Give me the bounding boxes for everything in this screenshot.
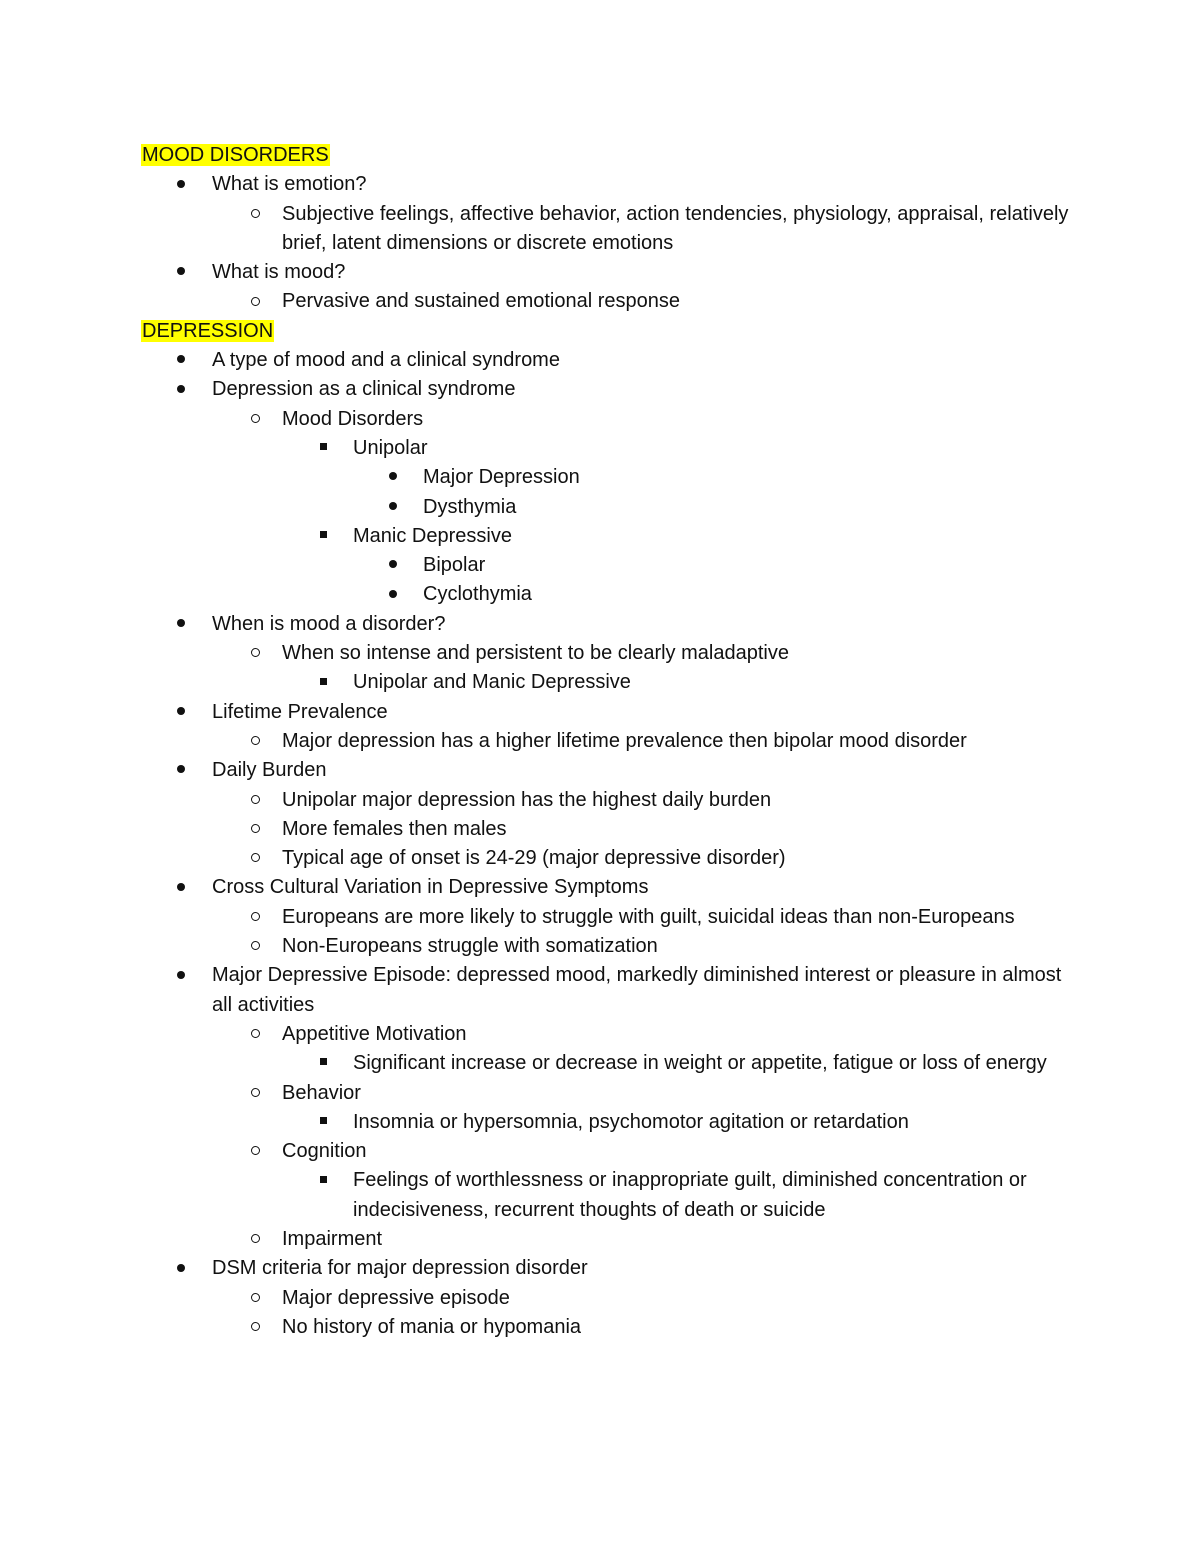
bullet-circle-icon bbox=[245, 815, 265, 844]
list-item bbox=[141, 1225, 1071, 1254]
list-item-text: Mood Disorders bbox=[282, 407, 424, 430]
list-item bbox=[141, 610, 1071, 639]
bullet-square-icon bbox=[313, 668, 333, 697]
list-item-text: When is mood a disorder? bbox=[212, 612, 446, 635]
list-item bbox=[141, 1020, 1071, 1049]
list-item-text: What is emotion? bbox=[212, 173, 367, 196]
bullet-square-icon bbox=[313, 1049, 333, 1078]
list-item-text: Non-Europeans struggle with somatization bbox=[282, 935, 658, 958]
section-heading-text: DEPRESSION bbox=[142, 319, 274, 342]
list-item bbox=[141, 551, 1071, 580]
bullet-circle-icon bbox=[245, 844, 265, 873]
bullet-square-icon bbox=[313, 434, 333, 463]
list-item bbox=[141, 961, 1071, 1020]
list-item-text: Significant increase or decrease in weight or appetite, fatigue or loss of energy bbox=[353, 1052, 1047, 1075]
list-item-text: Lifetime Prevalence bbox=[212, 700, 388, 723]
list-item bbox=[141, 1137, 1071, 1166]
list-item bbox=[141, 580, 1071, 609]
section-heading-text: MOOD DISORDERS bbox=[142, 144, 329, 166]
bullet-square-icon bbox=[313, 522, 333, 551]
list-item bbox=[141, 786, 1071, 815]
list-item bbox=[141, 815, 1071, 844]
list-item bbox=[141, 434, 1071, 463]
list-item bbox=[141, 1049, 1071, 1078]
bullet-circle-icon bbox=[245, 727, 265, 756]
bullet-dot-icon bbox=[171, 961, 191, 990]
list-item bbox=[141, 873, 1071, 902]
bullet-square-icon bbox=[313, 1108, 333, 1137]
list-item bbox=[141, 463, 1071, 492]
bullet-circle-icon bbox=[245, 932, 265, 961]
list-item-text: More females then males bbox=[282, 817, 507, 840]
list-item-text: Europeans are more likely to struggle with guilt, suicidal ideas than non-Europeans bbox=[282, 905, 1015, 928]
list-item-text: Manic Depressive bbox=[353, 524, 512, 547]
list-item-text: Unipolar and Manic Depressive bbox=[353, 671, 631, 694]
list-item-text: Major Depression bbox=[423, 466, 580, 489]
bullet-circle-icon bbox=[245, 1020, 265, 1049]
list-item bbox=[141, 1079, 1071, 1108]
bullet-dot-icon bbox=[171, 170, 191, 199]
bullet-dot-icon bbox=[171, 873, 191, 902]
list-item-text: Pervasive and sustained emotional response bbox=[282, 290, 681, 313]
list-item-text: Unipolar bbox=[353, 436, 428, 459]
list-item bbox=[141, 639, 1071, 668]
list-item bbox=[141, 1284, 1071, 1313]
list-item bbox=[141, 1313, 1071, 1342]
list-item-text: Insomnia or hypersomnia, psychomotor agitation or retardation bbox=[353, 1110, 909, 1133]
list-item bbox=[141, 844, 1071, 873]
list-item bbox=[141, 287, 1071, 316]
bullet-dot-icon bbox=[171, 610, 191, 639]
bullet-circle-icon bbox=[245, 1284, 265, 1313]
bullet-dot-icon bbox=[383, 463, 403, 492]
bullet-dot-icon bbox=[171, 375, 191, 404]
list-item-text: Cognition bbox=[282, 1140, 367, 1163]
list-item-text: Major depressive episode bbox=[282, 1286, 510, 1309]
list-item bbox=[141, 405, 1071, 434]
list-item bbox=[141, 522, 1071, 551]
bullet-dot-icon bbox=[171, 756, 191, 785]
bullet-circle-icon bbox=[245, 200, 265, 229]
list-item bbox=[141, 346, 1071, 375]
list-item-text: Major depression has a higher lifetime prevalence then bipolar mood disorder bbox=[282, 729, 967, 752]
list-item bbox=[141, 493, 1071, 522]
section-heading bbox=[141, 317, 1071, 346]
list-item bbox=[141, 903, 1071, 932]
list-item-text: When so intense and persistent to be clearly maladaptive bbox=[282, 642, 789, 665]
list-item-text: Daily Burden bbox=[212, 759, 327, 782]
bullet-dot-icon bbox=[383, 493, 403, 522]
list-item bbox=[141, 1166, 1071, 1225]
list-item-text: Appetitive Motivation bbox=[282, 1022, 467, 1045]
list-item-text: Behavior bbox=[282, 1081, 361, 1104]
list-item-text: Depression as a clinical syndrome bbox=[212, 378, 516, 401]
bullet-circle-icon bbox=[245, 1079, 265, 1108]
list-item-text: DSM criteria for major depression disorder bbox=[212, 1257, 588, 1280]
list-item bbox=[141, 1108, 1071, 1137]
list-item-text: Bipolar bbox=[423, 554, 486, 577]
bullet-dot-icon bbox=[171, 258, 191, 287]
bullet-dot-icon bbox=[171, 1254, 191, 1283]
list-item-text: Cross Cultural Variation in Depressive Symptoms bbox=[212, 876, 649, 899]
list-item-text: Major Depressive Episode: depressed mood, markedly diminished interest or pleasure in almost all activities bbox=[212, 964, 1062, 1016]
list-item bbox=[141, 727, 1071, 756]
list-item-text: Typical age of onset is 24-29 (major depressive disorder) bbox=[282, 847, 786, 870]
list-item bbox=[141, 756, 1071, 785]
list-item bbox=[141, 932, 1071, 961]
document-body bbox=[141, 141, 1071, 1342]
list-item bbox=[141, 668, 1071, 697]
section-heading bbox=[141, 141, 1071, 170]
bullet-dot-icon bbox=[383, 551, 403, 580]
list-item bbox=[141, 200, 1071, 259]
list-item-text: What is mood? bbox=[212, 261, 346, 284]
list-item bbox=[141, 170, 1071, 199]
list-item bbox=[141, 1254, 1071, 1283]
list-item bbox=[141, 258, 1071, 287]
bullet-dot-icon bbox=[383, 580, 403, 609]
list-item-text: Dysthymia bbox=[423, 495, 517, 518]
list-item bbox=[141, 698, 1071, 727]
bullet-circle-icon bbox=[245, 287, 265, 316]
list-item-text: Feelings of worthlessness or inappropriate guilt, diminished concentration or indecisiveness, recurrent thoughts of death or suicide bbox=[353, 1169, 1027, 1221]
list-item-text: Subjective feelings, affective behavior, action tendencies, physiology, appraisal, relatively brief, latent dimensions or discrete emotions bbox=[282, 202, 1069, 254]
bullet-circle-icon bbox=[245, 786, 265, 815]
list-item bbox=[141, 375, 1071, 404]
list-item-text: Cyclothymia bbox=[423, 583, 532, 606]
bullet-circle-icon bbox=[245, 1137, 265, 1166]
bullet-dot-icon bbox=[171, 346, 191, 375]
bullet-circle-icon bbox=[245, 405, 265, 434]
list-item-text: No history of mania or hypomania bbox=[282, 1315, 582, 1338]
list-item-text: Unipolar major depression has the highest daily burden bbox=[282, 788, 772, 811]
bullet-dot-icon bbox=[171, 698, 191, 727]
list-item-text: Impairment bbox=[282, 1227, 383, 1250]
bullet-circle-icon bbox=[245, 1313, 265, 1342]
list-item-text: A type of mood and a clinical syndrome bbox=[212, 349, 560, 372]
bullet-square-icon bbox=[313, 1166, 333, 1195]
bullet-circle-icon bbox=[245, 1225, 265, 1254]
bullet-circle-icon bbox=[245, 903, 265, 932]
bullet-circle-icon bbox=[245, 639, 265, 668]
